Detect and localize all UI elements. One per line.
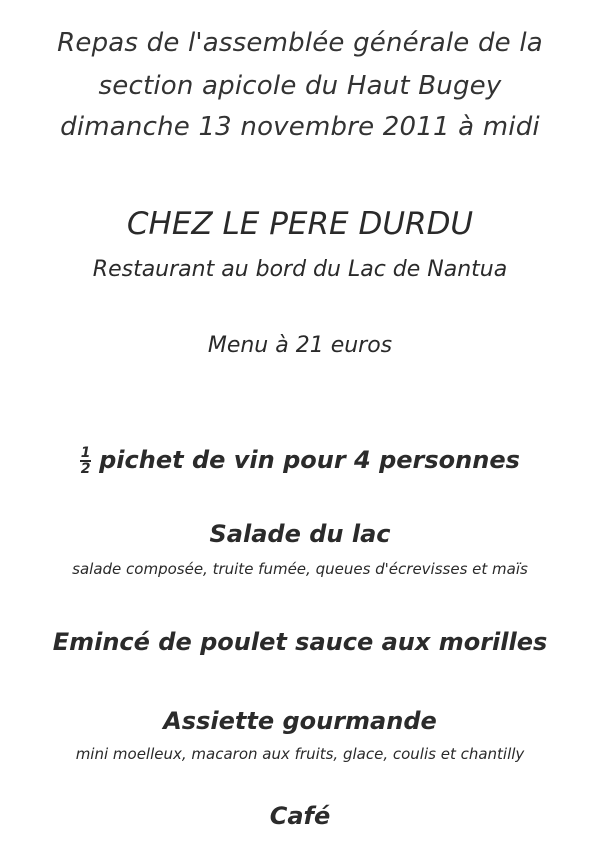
starter-title: Salade du lac xyxy=(209,520,391,548)
menu-price: Menu à 21 euros xyxy=(207,333,393,358)
wine-line xyxy=(0,446,600,475)
restaurant-subtitle: Restaurant au bord du Lac de Nantua xyxy=(92,257,508,282)
main-course-title: Emincé de poulet sauce aux morilles xyxy=(52,628,548,656)
starter-description: salade composée, truite fumée, queues d'écrevisses et maïs xyxy=(72,560,528,578)
dessert-title: Assiette gourmande xyxy=(163,707,437,735)
fraction-numerator: 1 xyxy=(80,445,91,461)
event-date-line: dimanche 13 novembre 2011 à midi xyxy=(60,112,540,142)
coffee-title: Café xyxy=(269,802,331,830)
fraction-denominator: 2 xyxy=(80,461,91,477)
event-title-line-2: section apicole du Haut Bugey xyxy=(98,71,502,101)
half-fraction xyxy=(80,447,91,475)
restaurant-name: CHEZ LE PERE DURDU xyxy=(126,206,474,242)
wine-text: pichet de vin pour 4 personnes xyxy=(99,446,520,474)
event-title-line-1: Repas de l'assemblée générale de la xyxy=(57,28,543,58)
dessert-description: mini moelleux, macaron aux fruits, glace, coulis et chantilly xyxy=(75,745,525,763)
